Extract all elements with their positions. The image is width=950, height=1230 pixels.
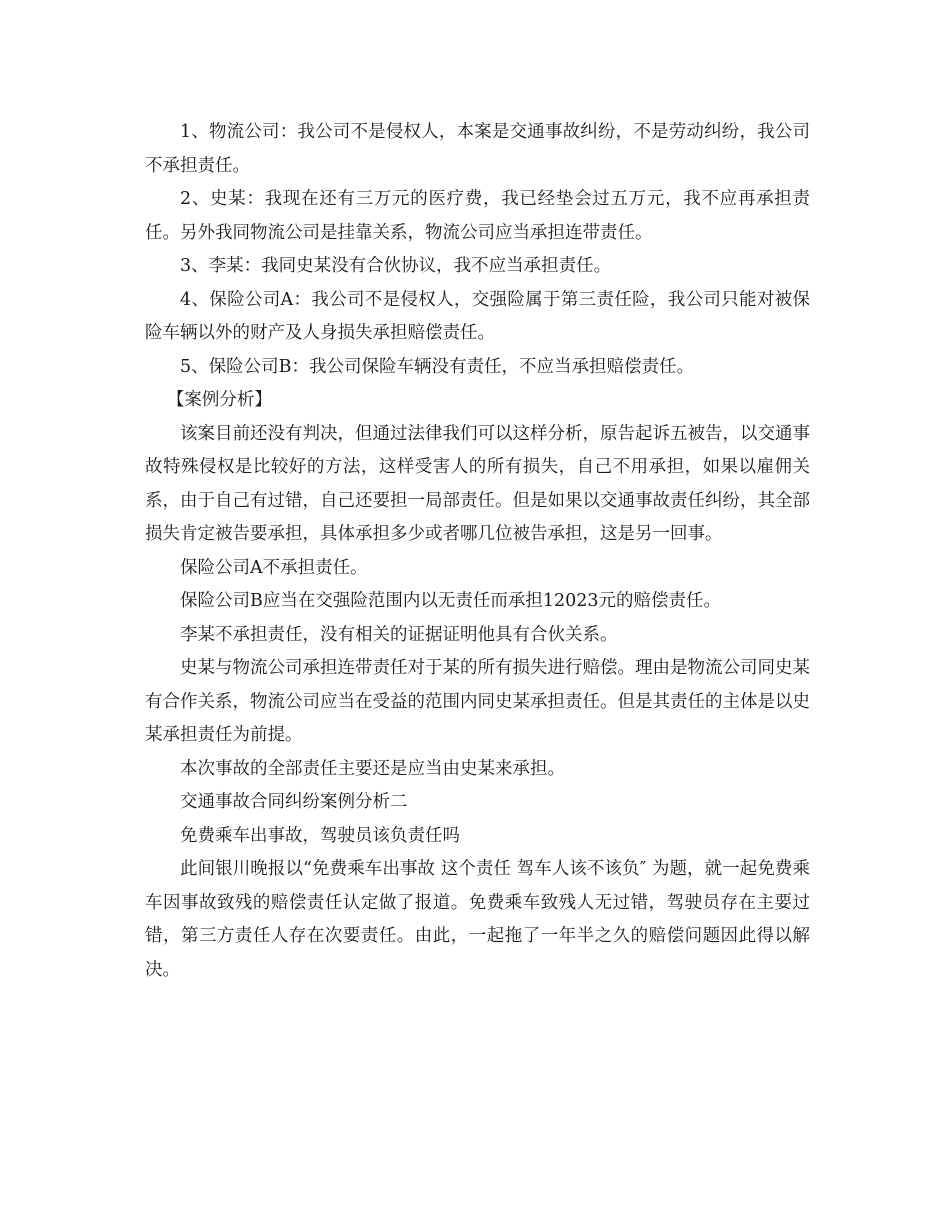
paragraph-full-responsibility: 本次事故的全部责任主要还是应当由史某来承担。: [180, 758, 565, 779]
paragraph-li: 3、李某：我同史某没有合伙协议，我不应当承担责任。: [180, 256, 612, 276]
paragraph-li-conclusion: 李某不承担责任，没有相关的证据证明他具有合伙关系。: [180, 624, 618, 645]
section-heading-case-analysis: 【案例分析】: [166, 390, 272, 410]
paragraph-insurer-a-conclusion: 保险公司A不承担责任。: [180, 557, 368, 578]
paragraph-joint-liability: 史某与物流公司承担连带责任对于某的所有损失进行赔偿。理由是物流公司同史某有合作关系，物流公司应当在受益的范围内同史某承担责任。但是其责任的主体是以史某承担责任为前提。: [145, 658, 810, 745]
paragraph-insurer-b: 5、保险公司B：我公司保险车辆没有责任，不应当承担赔偿责任。: [180, 356, 694, 377]
paragraph-insurer-b-conclusion: 保险公司B应当在交强险范围内以无责任而承担12023元的赔偿责任。: [180, 591, 722, 611]
paragraph-analysis: 该案目前还没有判决，但通过法律我们可以这样分析，原告起诉五被告，以交通事故特殊侵权是比较好的方法，这样受害人的所有损失，自己不用承担，如果以雇佣关系，由于自己有过错，自己还要担一局部责任。但是如果以交通事故责任纠纷，其全部损失肯定被告要承担，具体承担多少或者哪几位被告承担，这是另一回事。: [145, 423, 810, 544]
paragraph-insurer-a: 4、保险公司A：我公司不是侵权人，交强险属于第三责任险，我公司只能对被保险车辆以外的财产及人身损失承担赔偿责任。: [145, 289, 810, 343]
section-title-case-two: 交通事故合同纠纷案例分析二: [180, 792, 408, 812]
paragraph-shi: 2、史某：我现在还有三万元的医疗费，我已经垫会过五万元，我不应再承担责任。另外我同物流公司是挂靠关系，物流公司应当承担连带责任。: [145, 189, 810, 243]
paragraph-logistics-company: 1、物流公司：我公司不是侵权人，本案是交通事故纠纷，不是劳动纠纷，我公司不承担责任。: [145, 122, 810, 176]
section-subtitle-free-ride: 免费乘车出事故，驾驶员该负责任吗: [180, 825, 460, 846]
paragraph-news-report: 此间银川晚报以“免费乘车出事故 这个责任 驾车人该不该负″ 为题，就一起免费乘车因事故致残的赔偿责任认定做了报道。免费乘车致残人无过错，驾驶员存在主要过错，第三方责任人存在次要责任。由此，一起拖了一年半之久的赔偿问题因此得以解决。: [145, 859, 810, 980]
document-body: [145, 116, 810, 987]
